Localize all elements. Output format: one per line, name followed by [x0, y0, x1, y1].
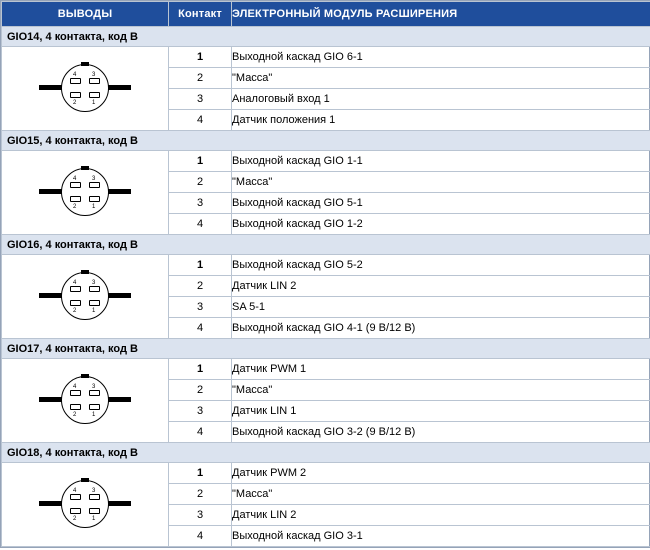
table-header: [2, 2, 650, 27]
pin-number: 4: [169, 318, 232, 339]
connector-key-icon: [81, 270, 89, 274]
connector-pin-label-3: 3: [92, 487, 96, 494]
connector-pad-2: [70, 92, 81, 98]
connector-pin-label-4: 4: [73, 71, 77, 78]
group-title: GIO14, 4 контакта, код B: [2, 27, 650, 47]
pinout-table: [1, 1, 650, 547]
pin-number: 3: [169, 401, 232, 422]
connector-pad-3: [89, 78, 100, 84]
connector-key-icon: [81, 374, 89, 378]
pin-number: 2: [169, 68, 232, 89]
table-row: [2, 255, 650, 276]
connector-pin-label-3: 3: [92, 71, 96, 78]
pin-description: Выходной каскад GIO 5-2: [232, 255, 650, 276]
connector-diagram-gio18: [2, 463, 169, 547]
pin-description: Выходной каскад GIO 1-1: [232, 151, 650, 172]
connector-pad-4: [70, 286, 81, 292]
connector-pad-2: [70, 196, 81, 202]
connector-graphic: [37, 374, 133, 428]
connector-pin-label-1: 1: [92, 515, 96, 522]
pin-number: 1: [169, 47, 232, 68]
connector-key-icon: [81, 62, 89, 66]
connector-pad-4: [70, 390, 81, 396]
pin-description: Выходной каскад GIO 4-1 (9 В/12 В): [232, 318, 650, 339]
pin-description: Датчик PWM 2: [232, 463, 650, 484]
connector-pin-label-4: 4: [73, 175, 77, 182]
connector-tab-right-icon: [107, 501, 131, 506]
connector-pad-2: [70, 404, 81, 410]
connector-diagram-gio15: [2, 151, 169, 235]
connector-tab-right-icon: [107, 85, 131, 90]
pin-number: 3: [169, 505, 232, 526]
connector-pin-label-2: 2: [73, 411, 77, 418]
table-row: [2, 151, 650, 172]
pin-description: Аналоговый вход 1: [232, 89, 650, 110]
group-title: GIO17, 4 контакта, код B: [2, 339, 650, 359]
pin-number: 4: [169, 110, 232, 131]
connector-tab-left-icon: [39, 501, 63, 506]
connector-tab-left-icon: [39, 293, 63, 298]
group-title-row: [2, 131, 650, 151]
pin-number: 2: [169, 276, 232, 297]
connector-pin-label-3: 3: [92, 175, 96, 182]
connector-graphic: [37, 270, 133, 324]
connector-pin-label-1: 1: [92, 307, 96, 314]
pin-description: Выходной каскад GIO 5-1: [232, 193, 650, 214]
connector-key-icon: [81, 166, 89, 170]
connector-pad-3: [89, 182, 100, 188]
connector-pad-4: [70, 182, 81, 188]
connector-key-icon: [81, 478, 89, 482]
connector-pad-3: [89, 286, 100, 292]
table-row: [2, 47, 650, 68]
pin-description: Датчик положения 1: [232, 110, 650, 131]
pin-description: Выходной каскад GIO 1-2: [232, 214, 650, 235]
pin-number: 1: [169, 151, 232, 172]
pin-description: "Масса": [232, 380, 650, 401]
table-body: [2, 27, 650, 547]
connector-tab-left-icon: [39, 189, 63, 194]
connector-pin-label-2: 2: [73, 515, 77, 522]
pin-description: SA 5-1: [232, 297, 650, 318]
connector-diagram-gio17: [2, 359, 169, 443]
connector-diagram-gio16: [2, 255, 169, 339]
pin-number: 1: [169, 463, 232, 484]
pin-description: Датчик PWM 1: [232, 359, 650, 380]
connector-graphic: [37, 62, 133, 116]
group-title: GIO16, 4 контакта, код B: [2, 235, 650, 255]
connector-tab-left-icon: [39, 397, 63, 402]
pin-number: 4: [169, 526, 232, 547]
connector-pad-4: [70, 494, 81, 500]
connector-pin-label-4: 4: [73, 487, 77, 494]
connector-pad-3: [89, 390, 100, 396]
pin-number: 4: [169, 214, 232, 235]
connector-pin-label-2: 2: [73, 307, 77, 314]
connector-pin-label-2: 2: [73, 203, 77, 210]
group-title: GIO18, 4 контакта, код B: [2, 443, 650, 463]
table-row: [2, 359, 650, 380]
pin-description: Выходной каскад GIO 6-1: [232, 47, 650, 68]
connector-pin-label-3: 3: [92, 279, 96, 286]
connector-pad-4: [70, 78, 81, 84]
connector-pin-label-4: 4: [73, 279, 77, 286]
connector-pin-label-2: 2: [73, 99, 77, 106]
column-header-pins: ВЫВОДЫ: [2, 2, 169, 27]
column-header-contact: Контакт: [169, 2, 232, 27]
table-header-row: [2, 2, 650, 27]
pin-description: "Масса": [232, 68, 650, 89]
connector-tab-right-icon: [107, 293, 131, 298]
connector-pin-label-1: 1: [92, 411, 96, 418]
pin-description: Выходной каскад GIO 3-1: [232, 526, 650, 547]
pin-number: 4: [169, 422, 232, 443]
pin-description: "Масса": [232, 172, 650, 193]
group-title-row: [2, 339, 650, 359]
connector-pad-3: [89, 494, 100, 500]
connector-body-icon: [61, 64, 109, 112]
connector-pin-label-1: 1: [92, 203, 96, 210]
connector-body-icon: [61, 272, 109, 320]
pin-number: 2: [169, 484, 232, 505]
connector-pin-label-3: 3: [92, 383, 96, 390]
connector-tab-left-icon: [39, 85, 63, 90]
connector-pin-label-1: 1: [92, 99, 96, 106]
pin-number: 3: [169, 193, 232, 214]
group-title-row: [2, 27, 650, 47]
connector-tab-right-icon: [107, 397, 131, 402]
table-row: [2, 463, 650, 484]
group-title-row: [2, 235, 650, 255]
pin-description: Датчик LIN 2: [232, 276, 650, 297]
pin-number: 3: [169, 297, 232, 318]
column-header-module: ЭЛЕКТРОННЫЙ МОДУЛЬ РАСШИРЕНИЯ: [232, 2, 650, 27]
connector-pad-1: [89, 92, 100, 98]
connector-pin-label-4: 4: [73, 383, 77, 390]
connector-body-icon: [61, 480, 109, 528]
connector-tab-right-icon: [107, 189, 131, 194]
pin-number: 2: [169, 380, 232, 401]
connector-graphic: [37, 166, 133, 220]
connector-pad-1: [89, 196, 100, 202]
pin-number: 1: [169, 255, 232, 276]
pin-description: "Масса": [232, 484, 650, 505]
group-title-row: [2, 443, 650, 463]
connector-pad-1: [89, 404, 100, 410]
connector-pad-2: [70, 300, 81, 306]
connector-body-icon: [61, 376, 109, 424]
connector-body-icon: [61, 168, 109, 216]
connector-pad-1: [89, 508, 100, 514]
connector-diagram-gio14: [2, 47, 169, 131]
group-title: GIO15, 4 контакта, код B: [2, 131, 650, 151]
pin-number: 2: [169, 172, 232, 193]
pin-number: 1: [169, 359, 232, 380]
connector-graphic: [37, 478, 133, 532]
connector-pad-2: [70, 508, 81, 514]
pin-number: 3: [169, 89, 232, 110]
pin-description: Датчик LIN 2: [232, 505, 650, 526]
pin-description: Выходной каскад GIO 3-2 (9 В/12 В): [232, 422, 650, 443]
connector-pad-1: [89, 300, 100, 306]
pin-description: Датчик LIN 1: [232, 401, 650, 422]
